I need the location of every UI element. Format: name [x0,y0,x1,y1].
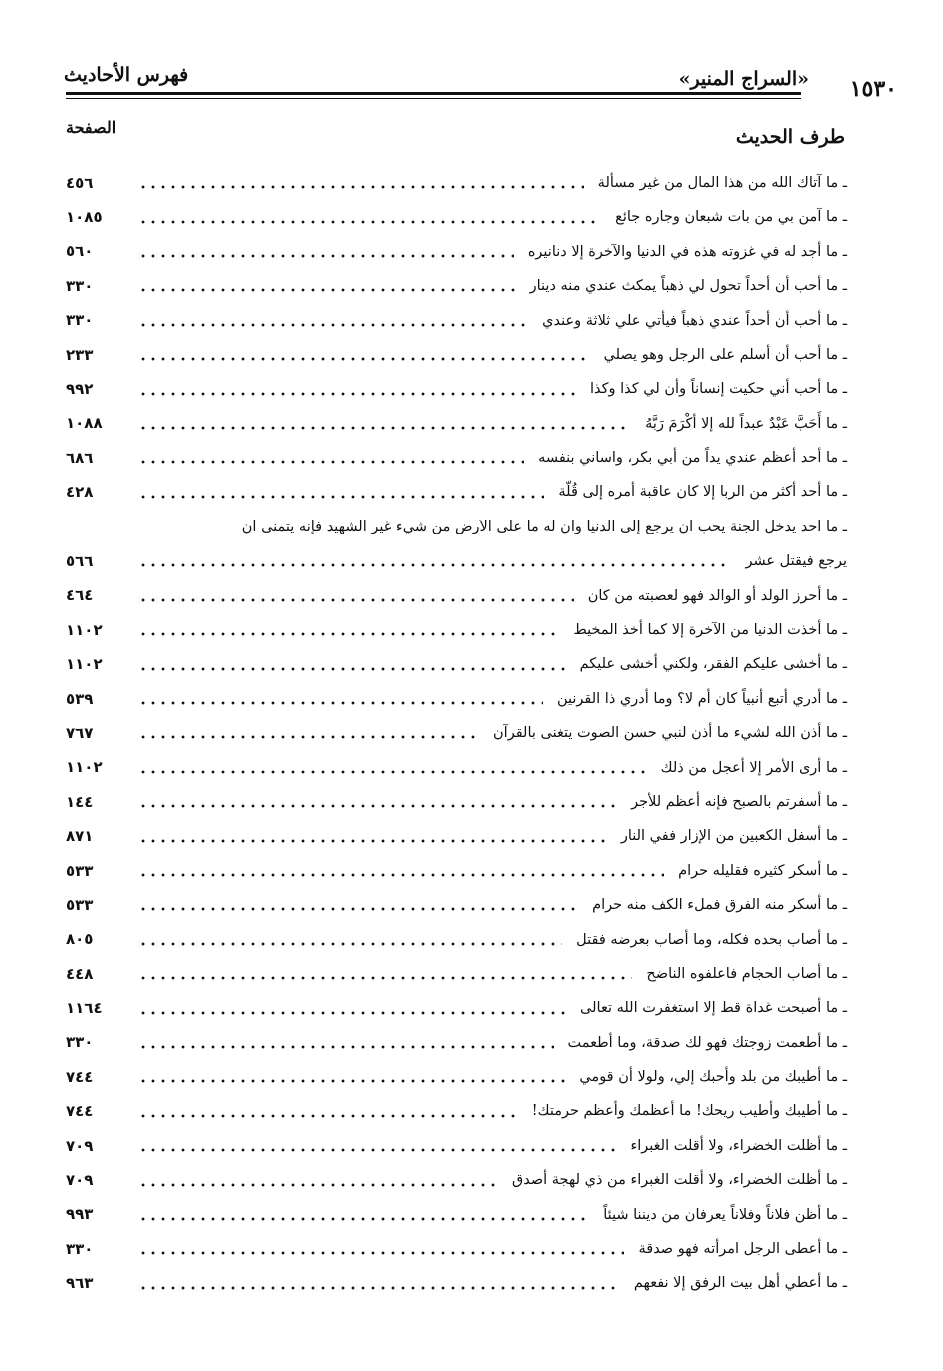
dot-leader [138,1183,498,1187]
entry-page-number: ٥٦٠ [66,242,94,261]
index-entry [66,854,847,888]
column-headers [66,118,845,156]
index-entry [66,957,847,991]
entry-page-number: ١١٠٢ [66,655,103,674]
entry-text: ـ ما أصاب بحده فكله، وما أصاب بعرضه فقتل [576,931,847,948]
dot-leader [138,701,543,705]
running-head [60,56,897,102]
entry-text: ـ ما أذن الله لشيء ما أذن لنبي حسن الصوت يتغنى بالقرآن [493,725,847,742]
entry-text: ـ ما آمن بي من بات شبعان وجاره جائع [615,209,847,226]
entry-text: ـ ما أرى الأمر إلا أعجل من ذلك [660,759,847,776]
entry-page-number: ٧٤٤ [66,1102,94,1121]
index-entry [66,200,847,234]
dot-leader [138,770,647,774]
index-entry [66,166,847,200]
index-entry [66,1267,847,1301]
entry-text: ـ ما أصبحت غداة قط إلا استغفرت الله تعالى [580,1000,847,1017]
dot-leader [138,976,632,980]
index-entry [66,1198,847,1232]
hadith-index-list [66,166,847,1301]
entry-page-number: ٢٣٣ [66,345,94,364]
entry-page-number: ٤٥٦ [66,173,94,192]
entry-text: ـ ما أعطى الرجل امرأته فهو صدقة [638,1241,847,1258]
index-entry [66,407,847,441]
page-number: ١٥٣٠ [849,76,897,102]
index-entry [66,372,847,406]
dot-leader [138,873,664,877]
entry-page-number: ٥٦٦ [66,551,94,570]
entry-page-number: ١١٦٤ [66,999,103,1018]
index-entry [66,304,847,338]
column-header-hadith: طرف الحديث [735,126,845,148]
book-title: «السراج المنير» [678,68,809,90]
header-rule-thin [66,98,801,99]
index-entry [66,235,847,269]
entry-text: ـ ما أصاب الحجام فاعلفوه الناضح [646,965,847,982]
entry-page-number: ٣٣٠ [66,1239,94,1258]
entry-page-number: ٥٣٩ [66,689,94,708]
entry-text: ـ ما أسكر منه الفرق فملء الكف منه حرام [592,897,847,914]
dot-leader [138,460,524,464]
index-entry [66,544,847,578]
dot-leader [138,632,559,636]
dot-leader [138,804,617,808]
dot-leader [138,1217,589,1221]
index-entry [66,1163,847,1197]
entry-text: ـ ما أظلت الخضراء، ولا أقلت الغبراء [630,1137,847,1154]
dot-leader [138,220,601,224]
entry-page-number: ٣٣٠ [66,1033,94,1052]
entry-text: ـ ما أسفرتم بالصبح فإنه أعظم للأجر [631,793,847,810]
entry-text: يرجع فيقتل عشر [745,553,847,570]
entry-text: ـ ما أخشى عليكم الفقر، ولكني أخشى عليكم [579,656,847,673]
entry-text: ـ ما أحب أني حكيت إنساناً وأن لي كذا وكذا [589,381,847,398]
dot-leader [138,667,566,671]
index-entry [66,923,847,957]
entry-page-number: ٤٢٨ [66,483,94,502]
dot-leader [138,598,574,602]
index-entry [66,647,847,681]
entry-page-number: ٦٨٦ [66,448,94,467]
dot-leader [138,1045,554,1049]
entry-page-number: ٣٣٠ [66,311,94,330]
entry-page-number: ٥٣٣ [66,895,94,914]
dot-leader [138,1114,518,1118]
dot-leader [138,357,590,361]
dot-leader [138,942,562,946]
entry-text: ـ ما أحب أن أحداً عندي ذهباً فيأتي علي ثلاثة وعندي [542,312,847,329]
entry-text: ـ ما أطيبك وأطيب ريحك! ما أعظمك وأعظم حرمتك! [531,1103,847,1120]
entry-text: ـ ما أسفل الكعبين من الإزار ففي النار [620,828,847,845]
entry-page-number: ١٠٨٥ [66,208,103,227]
entry-page-number: ٧٠٩ [66,1136,94,1155]
entry-page-number: ١١٠٢ [66,620,103,639]
entry-text: ـ ما أحرز الولد أو الوالد فهو لعصبته من كان [587,587,847,604]
entry-text: ـ ما أطيبك من بلد وأحبك إلي، ولولا أن قومي [579,1069,847,1086]
entry-page-number: ١٤٤ [66,792,94,811]
entry-text: ـ ما أظلت الخضراء، ولا أقلت الغبراء من ذي لهجة أصدق [511,1172,847,1189]
entry-page-number: ٩٦٣ [66,1274,94,1293]
dot-leader [138,1148,616,1152]
section-title: فهرس الأحاديث [64,64,189,86]
entry-text: ـ ما أحد يدخل الجنة يحب أن يرجع إلى الدنيا وأن له ما على الأرض من شيء غير الشهيد فإنه يتمنى أن [241,519,847,535]
entry-page-number: ٨٠٥ [66,930,94,949]
index-entry [66,1060,847,1094]
index-entry [66,1129,847,1163]
index-entry [66,579,847,613]
entry-page-number: ٤٦٤ [66,586,94,605]
index-entry [66,269,847,303]
entry-page-number: ١٠٨٨ [66,414,103,433]
dot-leader [138,392,576,396]
dot-leader [138,563,731,567]
dot-leader [138,1286,620,1290]
dot-leader [138,1079,565,1083]
dot-leader [138,839,607,843]
column-header-page: الصفحة [66,118,117,137]
dot-leader [138,495,544,499]
entry-page-number: ٥٣٣ [66,861,94,880]
entry-text: ـ ما أحد أعظم عندي يداً من أبي بكر، واساني بنفسه [538,450,847,467]
index-entry [66,716,847,750]
entry-text: ـ ما أحد أكثر من الربا إلا كان عاقبة أمره إلى قُلّة [558,484,847,501]
entry-page-number: ٣٣٠ [66,276,94,295]
index-entry [66,991,847,1025]
index-entry [66,1232,847,1266]
entry-text: ـ ما أحب أن أحداً تحول لي ذهباً يمكث عندي منه دينار [529,278,847,295]
dot-leader [138,735,479,739]
dot-leader [138,288,516,292]
dot-leader [138,254,514,258]
index-entry [66,1095,847,1129]
index-entry [66,1026,847,1060]
dot-leader [138,907,578,911]
entry-text: ـ ما أسكر كثيره فقليله حرام [678,862,847,879]
index-entry [66,510,847,544]
entry-text: ـ ما أجد له في غزوته هذه في الدنيا والآخرة إلا دنانيره [527,243,847,260]
entry-page-number: ٤٤٨ [66,964,94,983]
index-entry [66,476,847,510]
dot-leader [138,1251,624,1255]
entry-page-number: ٩٩٢ [66,380,94,399]
dot-leader [138,185,584,189]
entry-text: ـ ما أحب أن أسلم على الرجل وهو يصلي [603,346,847,363]
header-rule-thick [66,92,801,95]
index-entry [66,338,847,372]
entry-page-number: ٧٦٧ [66,723,94,742]
index-entry [66,819,847,853]
entry-text: ـ ما آتاك الله من هذا المال من غير مسألة [597,174,847,191]
entry-text: ـ ما أطعمت زوجتك فهو لك صدقة، وما أطعمت [567,1034,847,1051]
index-entry [66,613,847,647]
index-entry [66,682,847,716]
entry-page-number: ٨٧١ [66,827,94,846]
entry-page-number: ٩٩٣ [66,1205,94,1224]
dot-leader [138,426,631,430]
index-entry [66,888,847,922]
index-entry [66,441,847,475]
index-entry [66,785,847,819]
index-entry [66,751,847,785]
entry-page-number: ٧٠٩ [66,1171,94,1190]
entry-text: ـ ما أعطي أهل بيت الرفق إلا نفعهم [633,1275,847,1292]
dot-leader [138,323,528,327]
entry-text: ـ ما أظن فلاناً وفلاناً يعرفان من ديننا شيئاً [603,1206,847,1223]
entry-text: ـ ما أخذت الدنيا من الآخرة إلا كما أخذ المخيط [573,622,847,639]
entry-page-number: ٧٤٤ [66,1067,94,1086]
entry-page-number: ١١٠٢ [66,758,103,777]
entry-text: ـ ما أَحَبَّ عَبْدٌ عبداً لله إلا أكْرَمَ رَبَّهُ [645,415,847,432]
entry-text: ـ ما أدري أتبع أنبياً كان أم لا؟ وما أدري ذا القرنين [556,690,847,707]
dot-leader [138,1011,566,1015]
